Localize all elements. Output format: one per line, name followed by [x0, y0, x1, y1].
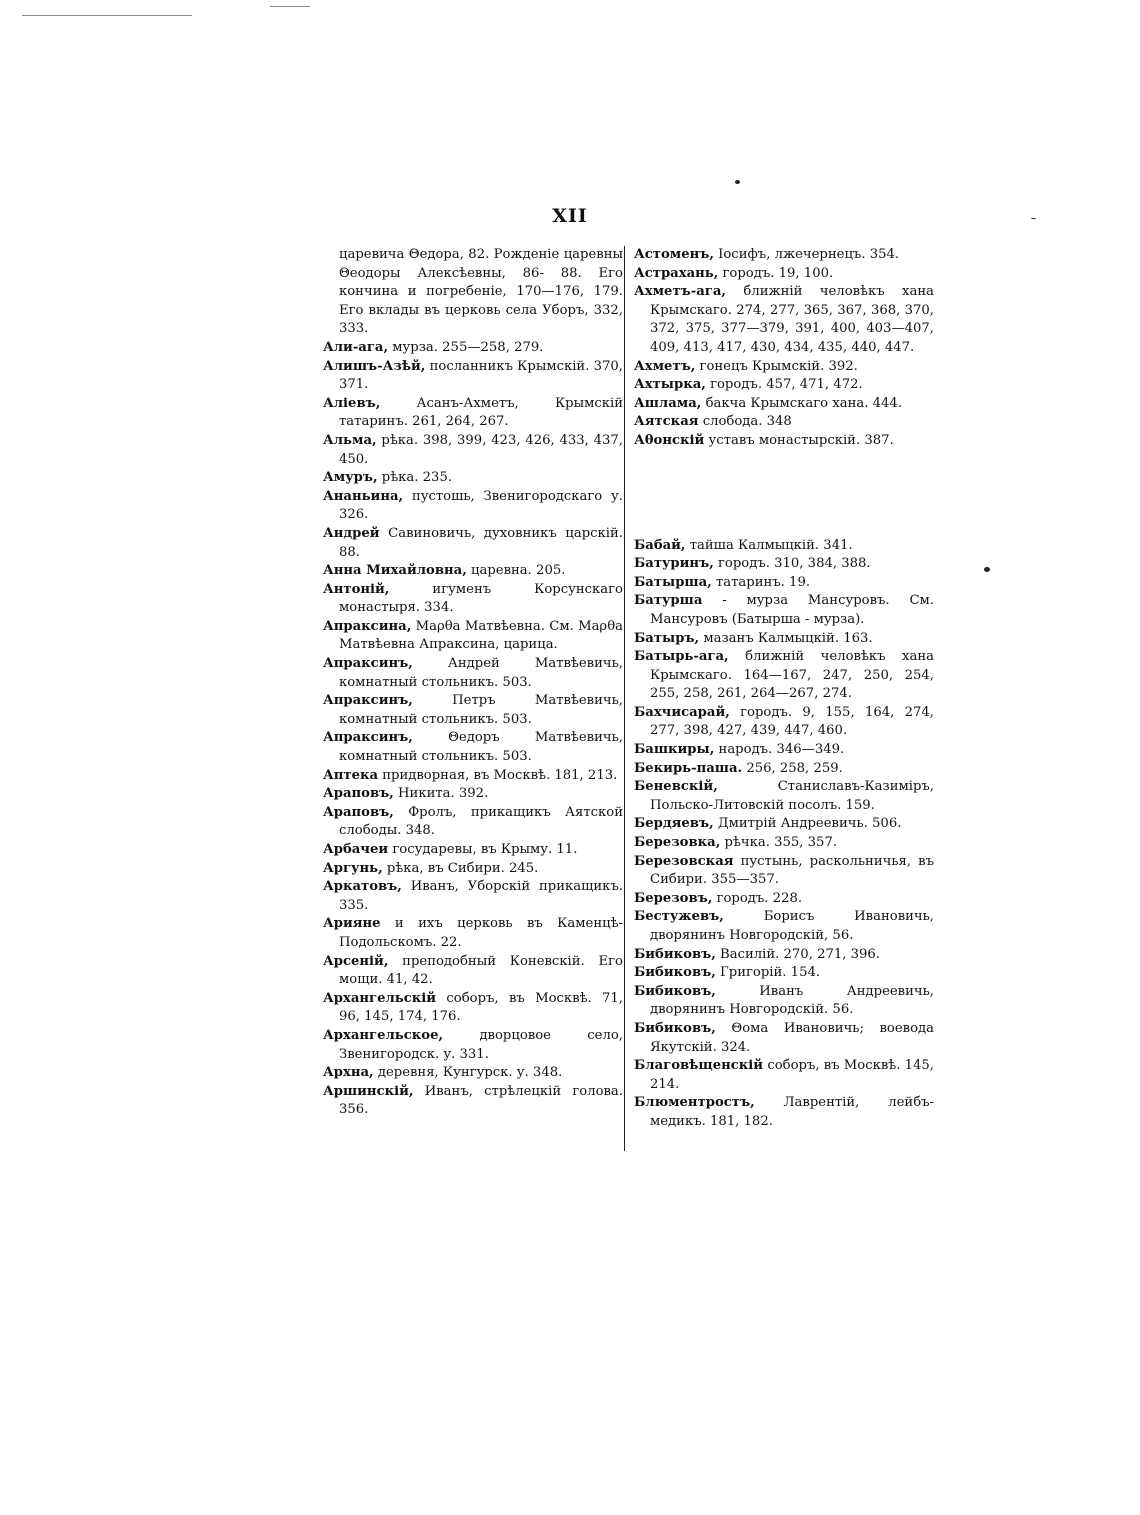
- index-headword: Блюментростъ,: [634, 1095, 755, 1111]
- index-entry: [634, 537, 934, 556]
- index-entry: [323, 1064, 623, 1083]
- index-entry-text: 256, 258, 259.: [746, 760, 843, 776]
- index-entry: [323, 358, 623, 395]
- index-entry: [323, 562, 623, 581]
- index-headword: Али-ага,: [323, 339, 389, 355]
- index-entry: [323, 246, 623, 339]
- index-entry-text: соборъ, въ Москвѣ. 145, 214.: [650, 1058, 934, 1092]
- index-entry-text: Дмитрій Андреевичь. 506.: [717, 816, 902, 832]
- index-headword: Аршинскій,: [323, 1083, 414, 1099]
- index-entry-text: Фролъ, прикащикъ Аятской слободы. 348.: [339, 804, 623, 839]
- index-headword: Андрей: [323, 525, 380, 541]
- index-entry: [634, 890, 934, 909]
- index-entry-text: пустошь, Звенигородскаго у. 326.: [339, 488, 623, 523]
- index-headword: Апраксинъ,: [323, 656, 413, 672]
- index-entry: [323, 915, 623, 952]
- index-entry-text: Иванъ, Уборскій прикащикъ. 335.: [339, 879, 623, 913]
- index-headword: Анна Михайловна,: [323, 563, 467, 579]
- index-headword: Бахчисарай,: [634, 704, 730, 720]
- index-entry-text: городъ. 310, 384, 388.: [718, 556, 871, 572]
- index-headword: Архангельскій: [323, 990, 437, 1006]
- index-headword: Апраксина,: [323, 618, 412, 634]
- index-entry: [323, 785, 623, 804]
- index-headword: Бердяевъ,: [634, 816, 714, 832]
- index-entry-text: ближній человѣкъ хана Крымскаго. 274, 277, 365, 367, 368, 370, 372, 375, 377—379, 391, 400, 403—407, 409, 413, 417, 430, 434, 435, 440, 447.: [650, 284, 934, 355]
- index-headword: Апраксинъ,: [323, 693, 413, 709]
- index-entry-text: Станиславъ-Казиміръ, Польско-Литовскій посолъ. 159.: [650, 779, 934, 813]
- index-entry-text: народъ. 346—349.: [718, 742, 845, 758]
- index-entry: [323, 525, 623, 562]
- index-entry: [634, 946, 934, 965]
- index-entry-text: Никита. 392.: [398, 786, 489, 802]
- index-entry: [323, 581, 623, 618]
- index-entry-text: бакча Крымскаго хана. 444.: [705, 395, 903, 411]
- index-headword: Бестужевъ,: [634, 909, 724, 925]
- index-entry: [634, 1057, 934, 1094]
- index-entry: [323, 1083, 623, 1120]
- scan-speck: [735, 180, 740, 184]
- index-entry-text: государевы, въ Крыму. 11.: [392, 842, 578, 857]
- index-headword: Батыръ,: [634, 630, 700, 646]
- index-entry: [634, 815, 934, 834]
- index-entry: [323, 1027, 623, 1064]
- index-entry-text: деревня, Кунгурск. у. 348.: [377, 1065, 563, 1081]
- index-entry: [634, 983, 934, 1020]
- index-entry-text: Маρθа Матвѣевна. См. Маρθа Матвѣевна Апраксина, царица.: [339, 618, 623, 653]
- index-entry-text: мазанъ Калмыцкій. 163.: [703, 630, 873, 646]
- index-entry-text: Θедоръ Матвѣевичь, комнатный стольникъ. 503.: [339, 730, 623, 765]
- index-headword: Аркатовъ,: [323, 879, 402, 895]
- index-headword: Ашлама,: [634, 395, 702, 411]
- column-divider: [624, 246, 625, 1151]
- index-entry: [634, 1094, 934, 1131]
- index-entry: [323, 469, 623, 488]
- index-entry: [634, 555, 934, 574]
- index-entry-text: Асанъ-Ахметъ, Крымскій татаринъ. 261, 264, 267.: [339, 395, 623, 430]
- index-entry: [634, 283, 934, 357]
- index-headword: Аліевъ,: [323, 395, 381, 411]
- index-entry: [634, 760, 934, 779]
- index-entry-text: Иванъ Андреевичь, дворянинъ Новгородскій. 56.: [650, 983, 934, 1018]
- index-entry-text: - мурза Мансуровъ. См. Мансуровъ (Батырша - мурза).: [650, 593, 934, 627]
- index-entry-text: Іосифъ, лжечернецъ. 354.: [718, 247, 900, 262]
- index-headword: Альма,: [323, 432, 377, 448]
- index-entry-text: татаринъ. 19.: [715, 574, 811, 590]
- index-headword: Бабай,: [634, 537, 686, 553]
- index-entry: [323, 339, 623, 358]
- index-entry-text: городъ. 9, 155, 164, 274, 277, 398, 427, 439, 447, 460.: [650, 704, 934, 739]
- index-headword: Бекирь-паша.: [634, 760, 743, 776]
- index-entry: [634, 778, 934, 815]
- index-entry-text: Андрей Матвѣевичь, комнатный стольникъ. 503.: [339, 656, 623, 690]
- index-entry-text: Петръ Матвѣевичь, комнатный стольникъ. 503.: [339, 693, 623, 727]
- index-entry-text: гонецъ Крымскій. 392.: [699, 358, 858, 374]
- index-entry-text: игуменъ Корсунскаго монастыря. 334.: [339, 581, 623, 616]
- index-entry-text: городъ. 228.: [716, 890, 803, 906]
- index-entry-text: тайша Калмыцкій. 341.: [689, 537, 853, 553]
- index-entry: [634, 908, 934, 945]
- index-headword: Арсеній,: [323, 953, 389, 969]
- index-headword: Бибиковъ,: [634, 946, 716, 962]
- index-entry-text: преподобный Коневскій. Его мощи. 41, 42.: [339, 953, 623, 988]
- index-entry-text: посланникъ Крымскій. 370, 371.: [339, 358, 623, 393]
- index-entry-text: рѣка. 235.: [381, 470, 453, 486]
- page-number: XII: [552, 205, 588, 227]
- index-entry: [634, 592, 934, 629]
- index-headword: Араповъ,: [323, 786, 394, 802]
- index-headword: Архна,: [323, 1065, 374, 1081]
- index-headword: Ахметъ-ага,: [634, 284, 726, 300]
- index-entry-text: Иванъ, стрѣлецкій голова. 356.: [339, 1083, 623, 1118]
- index-entry-text: придворная, въ Москвѣ. 181, 213.: [382, 767, 618, 783]
- index-entry-text: Григорій. 154.: [720, 965, 821, 981]
- index-headword: Батырша,: [634, 574, 712, 590]
- index-headword: Аптека: [323, 767, 379, 783]
- index-headword: Араповъ,: [323, 804, 394, 820]
- index-headword: Башкиры,: [634, 742, 715, 758]
- index-entry: [634, 432, 934, 451]
- index-entry-text: рѣка. 398, 399, 423, 426, 433, 437, 450.: [339, 432, 623, 467]
- index-column-left: [323, 246, 623, 1120]
- index-entry-text: мурза. 255—258, 279.: [392, 339, 544, 355]
- index-headword: Антоній,: [323, 581, 390, 597]
- index-headword: Бибиковъ,: [634, 983, 716, 999]
- index-headword: Арбачеи: [323, 842, 389, 857]
- index-entry-text: рѣка, въ Сибири. 245.: [386, 860, 539, 876]
- index-entry: [634, 630, 934, 649]
- index-entry-text: дворцовое село, Звенигородск. у. 331.: [339, 1027, 623, 1062]
- index-entry-text: Лаврентій, лейбъ-медикъ. 181, 182.: [650, 1095, 934, 1129]
- index-headword: Благовѣщенскій: [634, 1058, 764, 1074]
- index-entry-text: Савиновичь, духовникъ царскій. 88.: [339, 525, 623, 560]
- index-entry: [323, 878, 623, 915]
- index-entry: [634, 395, 934, 414]
- index-headword: Астоменъ,: [634, 247, 714, 262]
- index-headword: Беневскій,: [634, 779, 718, 795]
- index-entry-text: царевна. 205.: [471, 563, 566, 579]
- index-headword: Амуръ,: [323, 470, 378, 486]
- index-entry: [323, 692, 623, 729]
- index-entry-text: царевича Θедора, 82. Рожденіе царевны Θеодоры Алексѣевны, 86- 88. Его кончина и погребеніе, 170—176, 179. Его вклады въ церковь села Уборъ, 332, 333.: [339, 247, 623, 337]
- index-headword: Апраксинъ,: [323, 730, 413, 746]
- index-headword: Ахметъ,: [634, 358, 696, 374]
- index-entry: [323, 488, 623, 525]
- index-headword: Аргунь,: [323, 860, 383, 876]
- index-entry-text: пустынь, раскольничья, въ Сибири. 355—357.: [650, 853, 934, 888]
- index-entry: [634, 853, 934, 890]
- scan-speck: [984, 567, 990, 572]
- index-entry: [323, 841, 623, 860]
- scan-speck: [1031, 218, 1036, 219]
- index-entry-text: уставъ монастырскій. 387.: [708, 432, 894, 448]
- index-entry: [323, 860, 623, 879]
- index-headword: Астрахань,: [634, 265, 719, 281]
- index-section-b: [634, 537, 934, 1132]
- index-entry: [323, 990, 623, 1027]
- index-headword: Бибиковъ,: [634, 1020, 716, 1036]
- index-entry-text: городъ. 19, 100.: [722, 265, 834, 281]
- index-entry: [634, 413, 934, 432]
- index-headword: Ахтырка,: [634, 377, 706, 393]
- index-entry: [634, 834, 934, 853]
- index-entry: [323, 953, 623, 990]
- scan-edge-line: [22, 15, 192, 16]
- index-entry: [323, 618, 623, 655]
- index-entry: [634, 246, 934, 265]
- index-headword: Батурша: [634, 593, 703, 609]
- index-headword: Аятская: [634, 414, 699, 430]
- index-entry-text: Василій. 270, 271, 396.: [720, 946, 881, 962]
- scan-edge-line: [270, 6, 310, 7]
- index-entry-text: Борисъ Ивановичь, дворянинъ Новгородскій, 56.: [650, 909, 934, 943]
- index-entry-text: и ихъ церковь въ Каменцѣ-Подольскомъ. 22.: [339, 916, 623, 950]
- index-headword: Аθонскій: [634, 432, 705, 448]
- index-entry: [323, 729, 623, 766]
- index-entry: [634, 741, 934, 760]
- index-entry: [634, 376, 934, 395]
- index-headword: Батуринъ,: [634, 556, 714, 572]
- index-headword: Арияне: [323, 916, 381, 932]
- index-entry-text: соборъ, въ Москвѣ. 71, 96, 145, 174, 176.: [339, 990, 623, 1025]
- index-entry-text: слобода. 348: [702, 414, 792, 430]
- index-headword: Алишъ-Азѣй,: [323, 358, 426, 374]
- index-entry: [634, 358, 934, 377]
- index-headword: Березовъ,: [634, 890, 713, 906]
- index-entry: [634, 648, 934, 704]
- index-entry: [323, 655, 623, 692]
- index-headword: Батырь-ага,: [634, 649, 729, 665]
- index-entry-text: ближній человѣкъ хана Крымскаго. 164—167, 247, 250, 254, 255, 258, 261, 264—267, 274.: [650, 649, 934, 702]
- index-entry: [634, 574, 934, 593]
- index-entry: [323, 767, 623, 786]
- index-section-a-continued: [634, 246, 934, 451]
- index-headword: Березовская: [634, 853, 734, 869]
- index-headword: Бибиковъ,: [634, 965, 716, 981]
- index-entry: [323, 395, 623, 432]
- index-column-right: [634, 246, 934, 1132]
- index-entry: [634, 704, 934, 741]
- index-entry-text: городъ. 457, 471, 472.: [710, 377, 863, 393]
- index-entry: [323, 432, 623, 469]
- index-headword: Ананьина,: [323, 488, 404, 504]
- index-entry: [634, 265, 934, 284]
- index-entry-text: Θома Ивановичь; воевода Якутскій. 324.: [650, 1020, 934, 1055]
- section-gap: [634, 451, 934, 537]
- index-entry: [634, 964, 934, 983]
- index-entry: [634, 1020, 934, 1057]
- index-entry: [323, 804, 623, 841]
- index-entry-text: рѣчка. 355, 357.: [724, 835, 838, 851]
- index-headword: Березовка,: [634, 835, 721, 851]
- index-headword: Архангельское,: [323, 1027, 444, 1043]
